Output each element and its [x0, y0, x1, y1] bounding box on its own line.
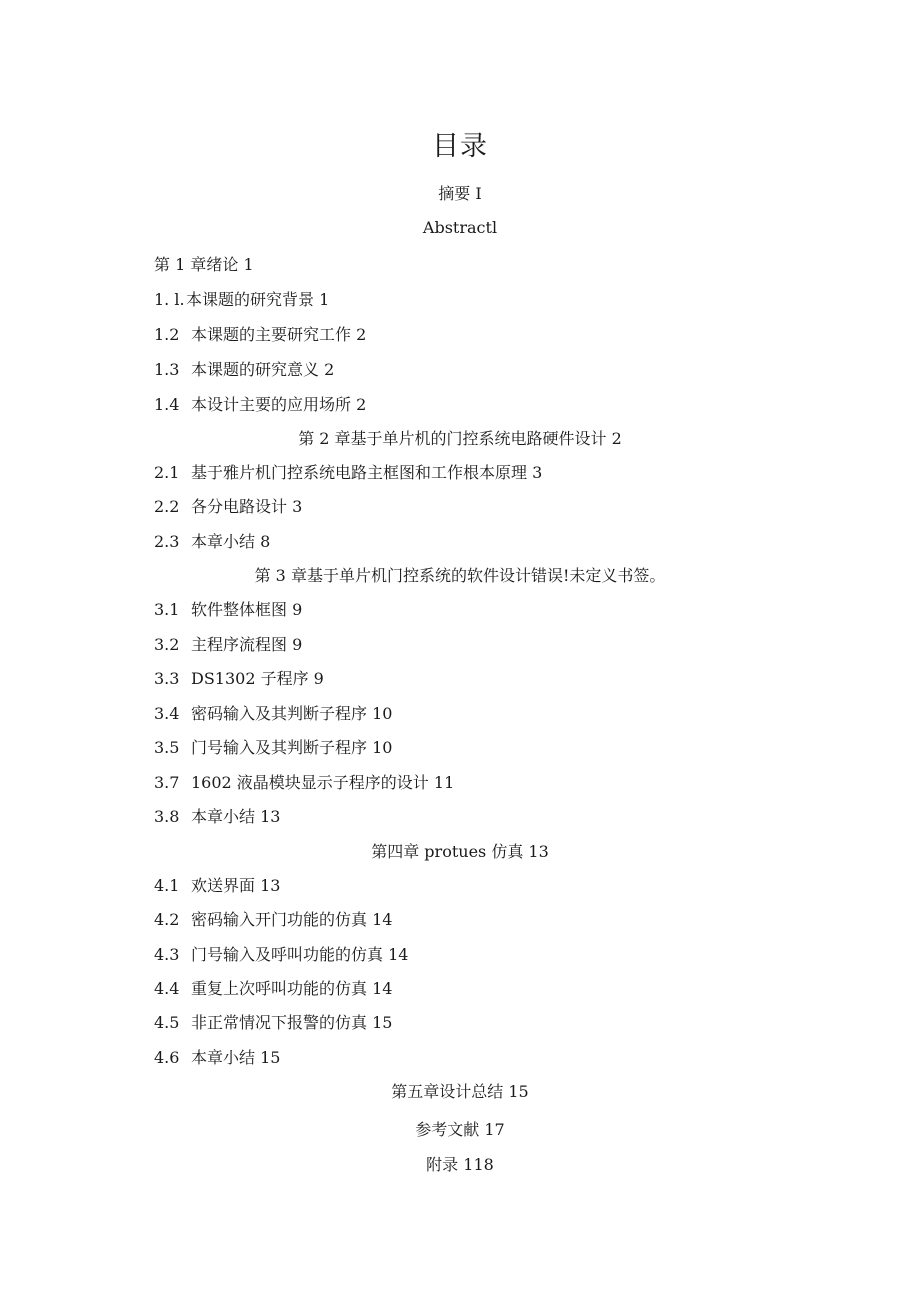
- toc-entry-chapter-1: 第 1 章绪论 1: [154, 255, 254, 274]
- section-number: 2.2: [154, 497, 180, 516]
- toc-entry-abstract-en: Abstractl: [422, 218, 498, 237]
- toc-entry-abstract-cn: 摘要 I: [438, 184, 482, 203]
- toc-entry-section-3-4: [154, 704, 392, 724]
- toc-entry-section-4-3: [154, 945, 408, 965]
- section-text: 门号输入及呼叫功能的仿真 14: [191, 945, 409, 964]
- section-number: 4.4: [154, 979, 180, 998]
- toc-entry-section-4-2: [154, 910, 392, 930]
- toc-entry-section-3-8: [154, 807, 280, 827]
- section-number: 2.3: [154, 532, 180, 551]
- section-text: 本章小结 15: [191, 1048, 281, 1067]
- toc-title: 目录: [432, 131, 488, 162]
- section-text: 1602 液晶模块显示子程序的设计 11: [191, 773, 455, 792]
- section-number: 1. l.: [154, 290, 185, 309]
- section-text: 软件整体框图 9: [191, 600, 303, 619]
- section-number: 4.1: [154, 876, 180, 895]
- toc-entry-section-1-4: [154, 395, 366, 415]
- section-number: 4.2: [154, 910, 180, 929]
- section-text: 本课题的研究背景 1: [186, 290, 330, 309]
- toc-entry-section-2-2: [154, 497, 302, 517]
- toc-entry-section-2-1: [154, 463, 542, 483]
- section-text: 各分电路设计 3: [191, 497, 303, 516]
- toc-entry-chapter-2: 第 2 章基于单片机的门控系统电路硬件设计 2: [298, 429, 622, 448]
- section-number: 3.2: [154, 635, 180, 654]
- section-text: 本章小结 8: [191, 532, 271, 551]
- toc-entry-section-3-5: [154, 738, 392, 758]
- section-number: 3.5: [154, 738, 180, 757]
- section-text: 主程序流程图 9: [191, 635, 303, 654]
- section-text: 密码输入及其判断子程序 10: [191, 704, 393, 723]
- section-number: 4.6: [154, 1048, 180, 1067]
- toc-entry-section-3-2: [154, 635, 302, 655]
- toc-entry-section-4-5: [154, 1013, 392, 1033]
- toc-entry-chapter-5: 第五章设计总结 15: [391, 1082, 529, 1101]
- section-number: 3.1: [154, 600, 180, 619]
- section-text: 门号输入及其判断子程序 10: [191, 738, 393, 757]
- toc-entry-section-1-1: [154, 290, 329, 310]
- section-number: 1.2: [154, 325, 180, 344]
- section-number: 1.4: [154, 395, 180, 414]
- toc-entry-appendix: 附录 118: [426, 1155, 494, 1174]
- toc-entry-chapter-4: 第四章 protues 仿真 13: [371, 842, 549, 861]
- toc-entry-section-3-1: [154, 600, 302, 620]
- section-number: 3.8: [154, 807, 180, 826]
- section-text: 本章小结 13: [191, 807, 281, 826]
- section-text: 重复上次呼叫功能的仿真 14: [191, 979, 393, 998]
- toc-entry-section-3-3: [154, 669, 324, 689]
- toc-entry-section-3-7: [154, 773, 454, 793]
- section-text: 本课题的研究意义 2: [191, 360, 335, 379]
- section-number: 2.1: [154, 463, 180, 482]
- section-number: 4.5: [154, 1013, 180, 1032]
- section-number: 3.3: [154, 669, 180, 688]
- toc-entry-section-4-6: [154, 1048, 280, 1068]
- toc-entry-references: 参考文献 17: [415, 1120, 505, 1139]
- section-text: 密码输入开门功能的仿真 14: [191, 910, 393, 929]
- section-text: 本设计主要的应用场所 2: [191, 395, 367, 414]
- toc-entry-section-4-1: [154, 876, 280, 896]
- section-text: 非正常情况下报警的仿真 15: [191, 1013, 393, 1032]
- toc-entry-chapter-3: 第 3 章基于单片机门控系统的软件设计错误!未定义书签。: [254, 566, 666, 585]
- section-text: DS1302 子程序 9: [191, 669, 324, 688]
- toc-entry-section-2-3: [154, 532, 270, 552]
- section-number: 4.3: [154, 945, 180, 964]
- toc-entry-section-1-2: [154, 325, 366, 345]
- toc-entry-section-4-4: [154, 979, 392, 999]
- section-number: 3.7: [154, 773, 180, 792]
- section-text: 欢送界面 13: [191, 876, 281, 895]
- toc-entry-section-1-3: [154, 360, 334, 380]
- section-text: 本课题的主要研究工作 2: [191, 325, 367, 344]
- section-number: 3.4: [154, 704, 180, 723]
- section-number: 1.3: [154, 360, 180, 379]
- section-text: 基于雅片机门控系统电路主框图和工作根本原理 3: [191, 463, 543, 482]
